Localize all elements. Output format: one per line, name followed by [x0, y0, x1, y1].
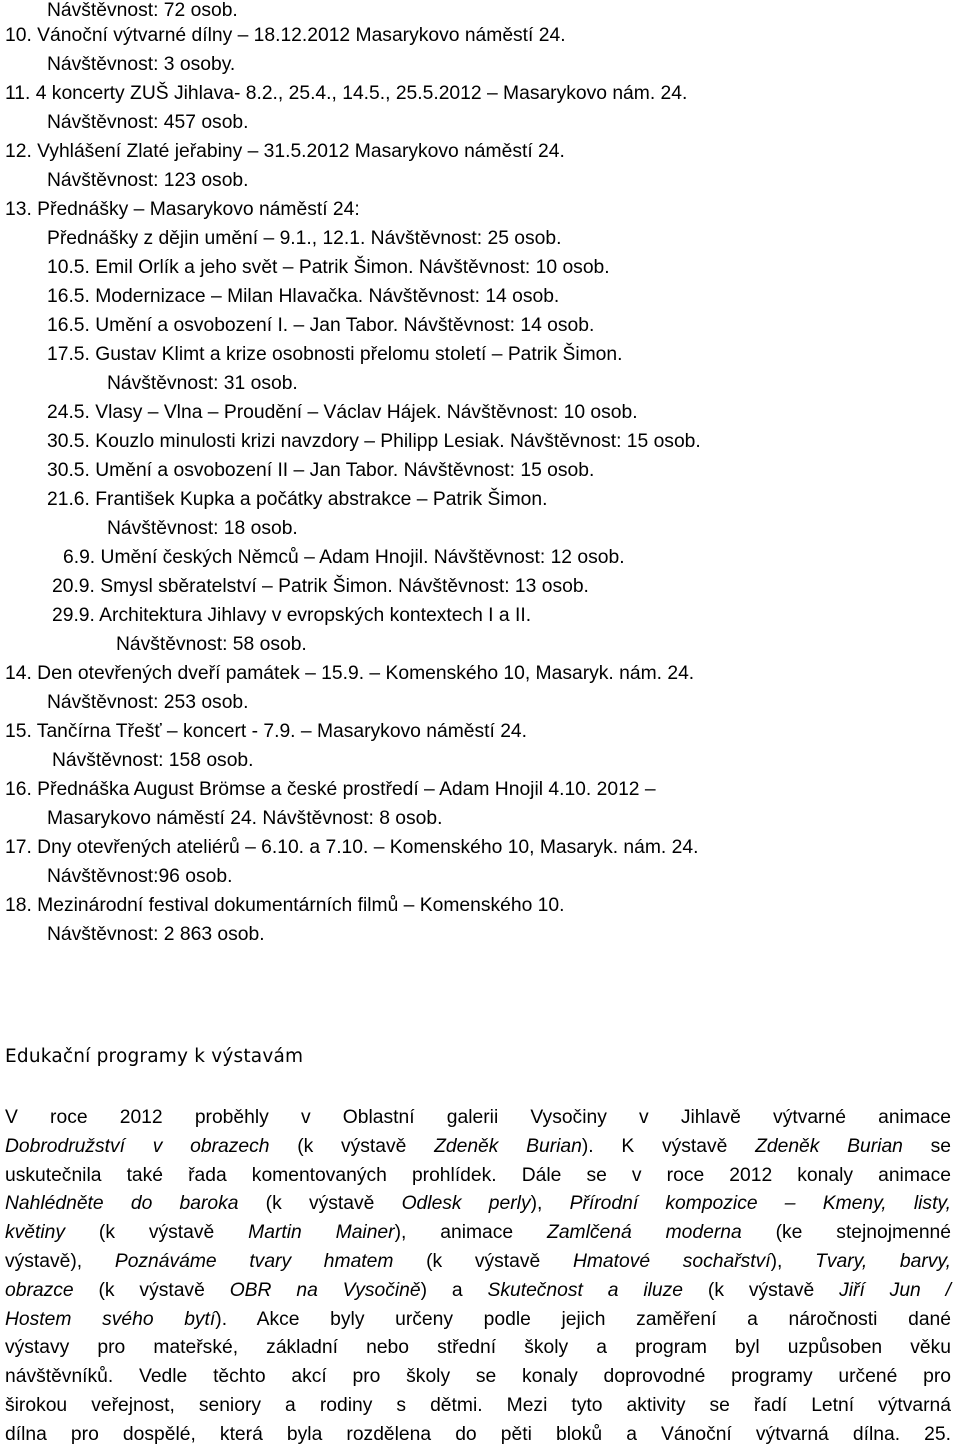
text-run: ) a	[420, 1279, 488, 1301]
lecture-line: 30.5. Umění a osvobození II – Jan Tabor. Návštěvnost: 15 osob.	[47, 460, 595, 481]
paragraph-line: návštěvníků. Vedle těchto akcí pro školy se konaly doprovodné programy určené pro	[5, 1366, 951, 1388]
text-run: ). Akce byly určeny podle jejich zaměření a náročnosti dané	[215, 1308, 951, 1330]
lecture-line: 10.5. Emil Orlík a jeho svět – Patrik Šimon. Návštěvnost: 10 osob.	[47, 257, 610, 278]
italic-title: Přírodní kompozice – Kmeny, listy,	[569, 1193, 951, 1215]
paragraph-line: dílna pro dospělé, která byla rozdělena do pěti bloků a Vánoční výtvarná dílna. 25.	[5, 1423, 951, 1445]
italic-title: Dobrodružství v obrazech	[5, 1135, 270, 1157]
text-run: ),	[770, 1250, 816, 1272]
lecture-line: Přednášky z dějin umění – 9.1., 12.1. Návštěvnost: 25 osob.	[47, 228, 562, 249]
italic-title: Zdeněk Burian	[434, 1135, 582, 1157]
paragraph-line: uskutečnila také řada komentovaných prohlídek. Dále se v roce 2012 konaly animace	[5, 1164, 951, 1186]
lecture-line: 17.5. Gustav Klimt a krize osobnosti přelomu století – Patrik Šimon.	[47, 344, 623, 365]
lecture-line: 21.6. František Kupka a počátky abstrakce – Patrik Šimon.	[47, 489, 548, 510]
attendance-line: Návštěvnost: 2 863 osob.	[47, 924, 265, 945]
paragraph-line: širokou veřejnost, seniory a rodiny s dětmi. Mezi tyto aktivity se řadí Letní výtvarná	[5, 1394, 951, 1416]
italic-title: Nahlédněte do baroka	[5, 1193, 239, 1215]
text-run: (k výstavě	[683, 1279, 840, 1301]
lecture-line: 20.9. Smysl sběratelství – Patrik Šimon. Návštěvnost: 13 osob.	[52, 576, 589, 597]
event-item-18: 18. Mezinárodní festival dokumentárních filmů – Komenského 10.	[5, 895, 565, 916]
text-run: (k výstavě	[65, 1222, 249, 1244]
attendance-line: Návštěvnost: 31 osob.	[107, 373, 298, 394]
event-item-11: 11. 4 koncerty ZUŠ Jihlava- 8.2., 25.4., 14.5., 25.5.2012 – Masarykovo nám. 24.	[5, 83, 688, 104]
italic-title: obrazce	[5, 1279, 74, 1301]
paragraph-line	[5, 1219, 951, 1248]
event-item-14: 14. Den otevřených dveří památek – 15.9. – Komenského 10, Masaryk. nám. 24.	[5, 663, 695, 684]
attendance-line: Návštěvnost: 123 osob.	[47, 170, 249, 191]
text-run: (k výstavě	[393, 1250, 573, 1272]
text-run: výstavě),	[5, 1250, 115, 1272]
italic-title: Hostem svého bytí	[5, 1308, 216, 1330]
attendance-line: Masarykovo náměstí 24. Návštěvnost: 8 osob.	[47, 808, 443, 829]
paragraph-line	[5, 1277, 951, 1306]
paragraph-line	[5, 1248, 951, 1277]
text-run: ),	[530, 1193, 570, 1215]
section-heading: Edukační programy k výstavám	[5, 1046, 304, 1067]
text-run: (k výstavě	[269, 1135, 435, 1157]
italic-title: Zamlčená moderna	[547, 1222, 742, 1244]
text-run: se	[902, 1135, 952, 1157]
attendance-line: Návštěvnost:96 osob.	[47, 866, 233, 887]
attendance-line: Návštěvnost: 253 osob.	[47, 692, 249, 713]
paragraph-line	[5, 1133, 951, 1162]
event-item-12: 12. Vyhlášení Zlaté jeřabiny – 31.5.2012 Masarykovo náměstí 24.	[5, 141, 565, 162]
attendance-line: Návštěvnost: 58 osob.	[116, 634, 307, 655]
lecture-line: 29.9. Architektura Jihlavy v evropských kontextech I a II.	[52, 605, 532, 626]
text-run: (k výstavě	[73, 1279, 230, 1301]
italic-title: Odlesk perly	[401, 1193, 531, 1215]
italic-title: Jiří Jun /	[839, 1279, 952, 1301]
attendance-line: Návštěvnost: 18 osob.	[107, 518, 298, 539]
italic-title: květiny	[5, 1222, 66, 1244]
text-run: (ke stejnojmenné	[741, 1222, 951, 1244]
italic-title: Martin Mainer	[248, 1222, 395, 1244]
body-paragraph	[5, 1104, 951, 1450]
event-item-16: 16. Přednáška August Brömse a české prostředí – Adam Hnojil 4.10. 2012 –	[5, 779, 656, 800]
paragraph-line	[5, 1306, 951, 1335]
paragraph-line: V roce 2012 proběhly v Oblastní galerii Vysočiny v Jihlavě výtvarné animace	[5, 1107, 951, 1128]
italic-title: Hmatové sochařství	[572, 1250, 771, 1272]
italic-title: OBR na Vysočině	[229, 1279, 421, 1301]
paragraph-line: výstavy pro mateřské, základní nebo střední školy a program byl uzpůsoben věku	[5, 1337, 951, 1359]
event-item-10: 10. Vánoční výtvarné dílny – 18.12.2012 Masarykovo náměstí 24.	[5, 25, 566, 46]
event-item-13: 13. Přednášky – Masarykovo náměstí 24:	[5, 199, 360, 220]
italic-title: Poznáváme tvary hmatem	[114, 1250, 394, 1272]
italic-title: Tvary, barvy,	[815, 1250, 951, 1272]
attendance-line: Návštěvnost: 72 osob.	[47, 0, 238, 21]
event-item-15: 15. Tančírna Třešť – koncert - 7.9. – Masarykovo náměstí 24.	[5, 721, 528, 742]
lecture-line: 16.5. Modernizace – Milan Hlavačka. Návštěvnost: 14 osob.	[47, 286, 560, 307]
lecture-line: 6.9. Umění českých Němců – Adam Hnojil. Návštěvnost: 12 osob.	[63, 547, 625, 568]
lecture-line: 30.5. Kouzlo minulosti krizi navzdory – Philipp Lesiak. Návštěvnost: 15 osob.	[47, 431, 701, 452]
text-run: ), animace	[394, 1222, 548, 1244]
attendance-line: Návštěvnost: 457 osob.	[47, 112, 249, 133]
text-run: (k výstavě	[238, 1193, 402, 1215]
lecture-line: 24.5. Vlasy – Vlna – Proudění – Václav Hájek. Návštěvnost: 10 osob.	[47, 402, 638, 423]
italic-title: Zdeněk Burian	[755, 1135, 903, 1157]
lecture-line: 16.5. Umění a osvobození I. – Jan Tabor. Návštěvnost: 14 osob.	[47, 315, 595, 336]
event-item-17: 17. Dny otevřených ateliérů – 6.10. a 7.10. – Komenského 10, Masaryk. nám. 24.	[5, 837, 699, 858]
attendance-line: Návštěvnost: 3 osoby.	[47, 54, 236, 75]
paragraph-line	[5, 1190, 951, 1219]
italic-title: Skutečnost a iluze	[487, 1279, 684, 1301]
attendance-line: Návštěvnost: 158 osob.	[52, 750, 254, 771]
text-run: ). K výstavě	[581, 1135, 756, 1157]
